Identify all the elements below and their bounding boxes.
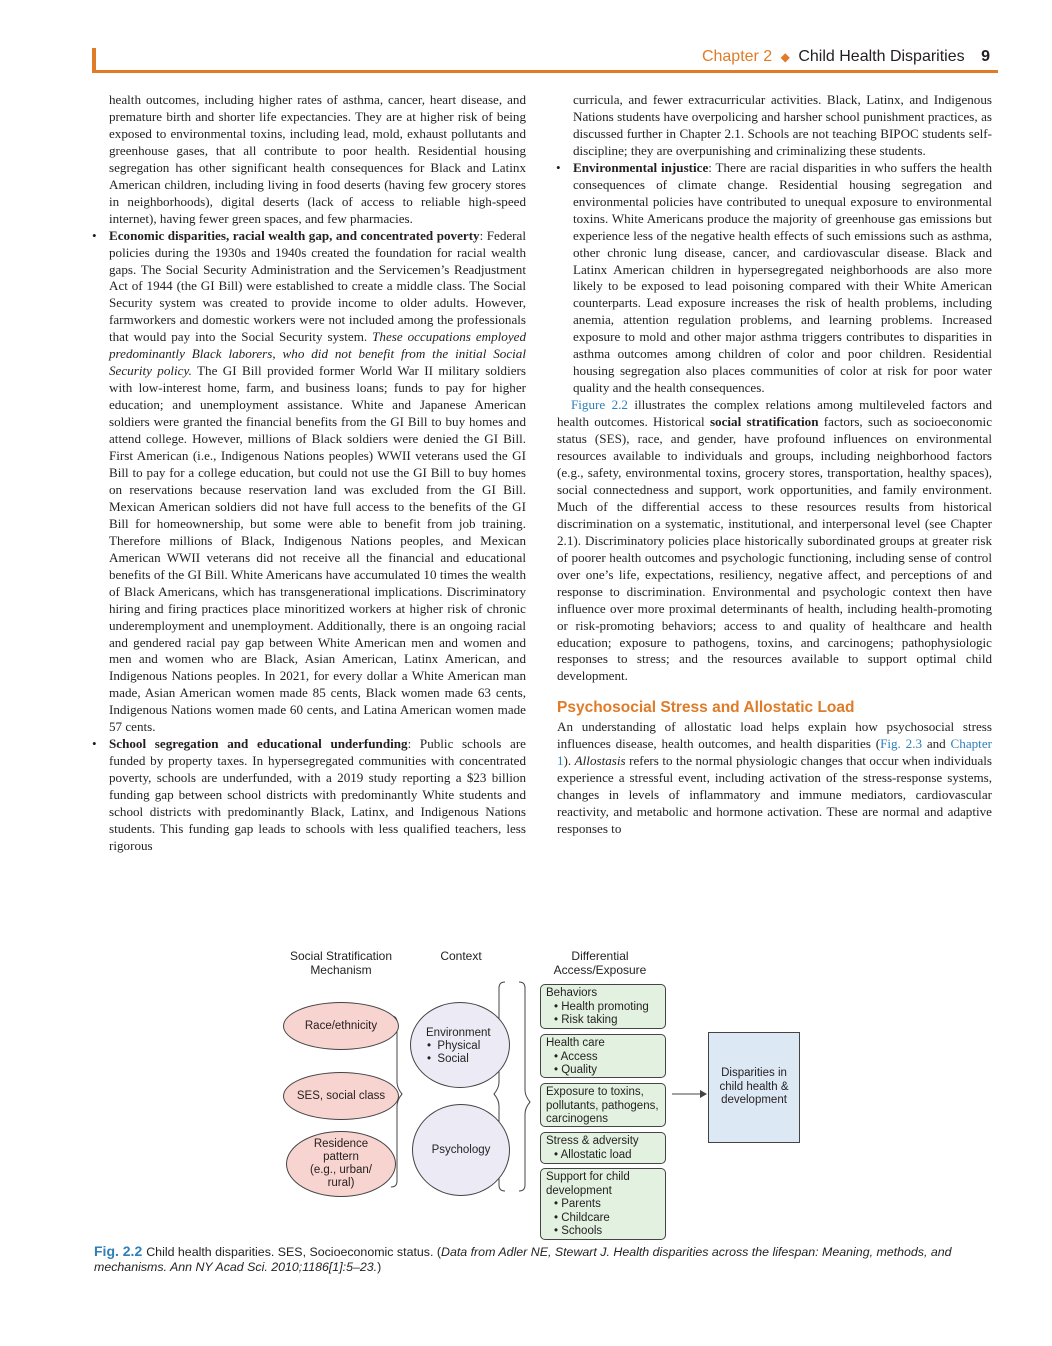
header-rule	[92, 70, 998, 73]
access-healthcare-box	[540, 1034, 666, 1078]
box-title: Support for child development	[546, 1171, 630, 1197]
bullet-economic-disparities	[100, 228, 526, 737]
bullet-list	[100, 228, 526, 855]
context-environment-title: Environment	[426, 1027, 491, 1039]
paragraph-figure-intro	[557, 397, 992, 685]
page-number: 9	[981, 48, 990, 65]
bullet-italic-text: These occupations employed predominantly Black laborers, who did not benefit from the initial Social Security policy.	[109, 329, 526, 379]
box-title: Stress & adversity	[546, 1135, 639, 1147]
paragraph-text: refers to the normal physiologic changes that occur when individuals experience a stressful event, including activation of the stress-response systems, changes in levels of inflammatory and immune mediators, cardiovascular reactivity, and metabolic and hormone activation. These are normal and adaptive responses to	[557, 753, 992, 837]
bullet-environmental-injustice	[564, 160, 992, 397]
paragraph-text: illustrates the complex relations among multileveled factors and health outcomes. Historical	[557, 397, 992, 430]
context-item: • Physical	[427, 1040, 481, 1052]
paragraph-text: and	[922, 736, 951, 752]
figure-diagram	[280, 946, 800, 1242]
box-item: • Quality	[554, 1064, 660, 1078]
access-exposure-box: Exposure to toxins, pollutants, pathogens, carcinogens	[540, 1083, 666, 1127]
box-list	[546, 1051, 660, 1078]
box-list	[546, 1001, 660, 1028]
box-item: • Access	[554, 1051, 660, 1065]
access-support-box	[540, 1168, 666, 1240]
bullet-school-segregation	[100, 736, 526, 855]
italic-term: Allostasis	[574, 753, 626, 769]
arrow-head	[700, 1090, 707, 1098]
context-psychology: Psychology	[412, 1104, 510, 1196]
header-context: Context	[440, 949, 482, 963]
caption-label: Fig. 2.2	[94, 1243, 143, 1259]
paragraph-text: An understanding of allostatic load helps explain how psychosocial stress influences disease, health outcomes, and health disparities (	[557, 719, 992, 752]
box-title: Behaviors	[546, 987, 598, 999]
paragraph-allostatic	[557, 719, 992, 838]
bullet-text: : There are racial disparities in who suffers the health consequences of climate change. Residential housing segregation and environmental policies have contributed to unequal exposure to environmental toxins. White Americans produce the majority of greenhouse gas emissions but experience less of the negative health effects of such emissions such as asthma, other chronic lung disease, cancer, and cardiovascular disease. Black and Latinx American children in hypersegregated neighborhoods are also more likely to be exposed to lead poisoning compared with their White American counterparts. Lead exposure increases the risk of health problems, including anemia, attention regulation problems, and learning problems. Increased exposure to mold and other major asthma triggers contributes to disparities in asthma outcomes among children of color and poor children. Residential housing segregation also places communities of color at risk for poor water quality and the health consequences.	[573, 159, 992, 396]
header-access: Differential Access/Exposure	[553, 949, 647, 977]
figure-caption	[94, 1244, 994, 1275]
caption-text: Child health disparities. SES, Socioeconomic status. (	[146, 1245, 441, 1259]
continued-paragraph: health outcomes, including higher rates of asthma, cancer, heart disease, and premature birth and shorter life expectancies. They are at higher risk of being exposed to environmental toxins, including lead, mold, exhaust pollutants and greenhouse gases, that all contribute to poor health. Residential housing segregation has other significant health consequences for Black and Latinx American children, including living in food deserts (having few grocery stores in neighborhoods), digital deserts (lack of access to reliable high-speed internet), having fewer green spaces, and few pharmacies.	[109, 92, 526, 226]
context-item: • Social	[427, 1053, 469, 1065]
bullet-title: Environmental injustice	[573, 159, 709, 175]
header-mechanism: Social Stratification Mechanism	[289, 949, 393, 977]
mechanism-ses: SES, social class	[283, 1072, 399, 1120]
continued-paragraph: curricula, and fewer extracurricular activities. Black, Latinx, and Indigenous Nations students have overpolicing and harsher school punishment practices, as discussed further in Chapter 2.1. Schools are not teaching BIPOC students self-discipline; they are overpunishing and criminalizing these students.	[573, 92, 992, 158]
bracket-access	[519, 982, 530, 1191]
mechanism-race-ethnicity: Race/ethnicity	[283, 1002, 399, 1050]
running-header	[702, 48, 990, 66]
chapter-label: Chapter 2	[701, 48, 773, 65]
outcome-disparities-box: Disparities in child health & development	[708, 1032, 800, 1143]
right-column	[557, 92, 992, 838]
figure-2-2-link[interactable]: Figure 2.2	[571, 397, 628, 413]
bullet-text: : Federal policies during the 1930s and 1940s created the foundation for racial wealth gaps. The Social Security Administration and the Servicemen’s Readjustment Act of 1944 (the GI Bill) were established to create a middle class. The Social Security system was created to provide income to older adults. However, farmworkers and domestic workers were not included among the professionals that would pay into the Social Security system.	[109, 227, 526, 345]
context-item-social: Social	[437, 1053, 469, 1065]
box-list	[546, 1149, 660, 1163]
bullet-text: The GI Bill provided former World War II military soldiers with low-interest home, farm, and business loans; funds to pay for higher education; and unemployment assistance. White and Japanese American soldiers were granted the financial benefits from the GI Bill to buy homes and attend college. However, millions of Black soldiers were denied the GI Bill. First American (i.e., Indigenous Nations peoples) WWII veterans used the GI Bill to pay for a college education, but could not use the GI Bill to buy homes on reservations because reservation land was excluded from the GI Bill. Mexican American soldiers did not have full access to the benefits of the GI Bill for homeownership, but some were able to benefit from job training. Therefore millions of Black, Indigenous Nations peoples, and Mexican American WWII veterans did not receive all the financial and educational benefits of the GI Bill. White Americans have accumulated 10 times the wealth of Black Americans, which has transgenerational implications. Discriminatory hiring and firing practices place minoritized workers at higher risk of chronic underemployment and unemployment. Additionally, there is an ongoing racial and gendered racial pay gap between White American men and women and men and women who are Black, Asian American, Latinx American, and Indigenous Nations peoples. In 2021, for every dollar a White American man made, Asian American women made 85 cents, Black women made 63 cents, Indigenous Nations women made 60 cents, and Latina American women made 57 cents.	[109, 363, 526, 735]
chapter-title: Child Health Disparities	[798, 48, 965, 65]
bullet-list	[557, 160, 992, 397]
diamond-separator-icon: ◆	[780, 50, 790, 64]
section-heading: Psychosocial Stress and Allostatic Load	[557, 699, 855, 717]
bold-term: social stratification	[709, 414, 819, 430]
caption-end: )	[377, 1260, 382, 1274]
chapter-1-link[interactable]: Chapter 1	[557, 736, 992, 769]
left-column	[100, 92, 526, 855]
figure-2-3-link[interactable]: Fig. 2.3	[880, 736, 923, 752]
mechanism-residence: Residence pattern (e.g., urban/ rural)	[286, 1131, 396, 1197]
box-item: • Childcare	[554, 1212, 660, 1226]
bullet-text: : Public schools are funded by property taxes. In hypersegregated communities with concentrated poverty, schools are underfunded, with a 2019 study reporting a $23 billion funding gap between school districts with predominantly White students and school districts with predominantly Black, Latinx, and Indigenous Nations students. This funding gap leads to schools with less qualified teachers, less rigorous	[109, 736, 526, 853]
bullet-title: Economic disparities, racial wealth gap, and concentrated poverty	[109, 227, 480, 243]
caption-citation: Data from Adler NE, Stewart J. Health disparities across the lifespan: Meaning, methods, and mechanisms. Ann NY Acad Sci. 2010;1186[1]:5–23.	[94, 1245, 952, 1274]
box-list	[546, 1198, 660, 1239]
box-item: • Allostatic load	[554, 1149, 660, 1163]
box-item: • Parents	[554, 1198, 660, 1212]
paragraph-text: factors, such as socioeconomic status (SES), race, and gender, have profound influences on environmental resources available to individuals and groups, including neighborhood factors (e.g., safety, environmental toxins, grocery stores, transportation, healthy spaces), social connectedness and support, work opportunities, and family environment. Much of the differential access to these resources results from historical discrimination on a systematic, institutional, and interpersonal level (see Chapter 2.1). Discriminatory policies place historically subordinated groups at greater risk of poorer health outcomes and psychologic functioning, including sense of control over one’s life, expectations, resiliency, negative affect, and perceptions of and response to discrimination. Environmental and psychologic context then have influence over more proximal determinants of health, including health-promoting or risk-promoting behaviors; access to and quality of healthcare and health education; exposure to pathogens, toxins, and carcinogens; pathophysiologic responses to stress; and the resources available to support optimal child development.	[557, 414, 993, 684]
box-title: Health care	[546, 1037, 605, 1049]
box-item: • Health promoting	[554, 1001, 660, 1015]
context-item-physical: Physical	[437, 1040, 481, 1052]
box-item: • Schools	[554, 1225, 660, 1239]
access-behaviors-box	[540, 984, 666, 1029]
context-environment	[410, 1002, 510, 1088]
box-item: • Risk taking	[554, 1014, 660, 1028]
bullet-title: School segregation and educational underfunding	[109, 736, 408, 752]
access-stress-box	[540, 1132, 666, 1164]
paragraph-text: ).	[563, 753, 575, 769]
